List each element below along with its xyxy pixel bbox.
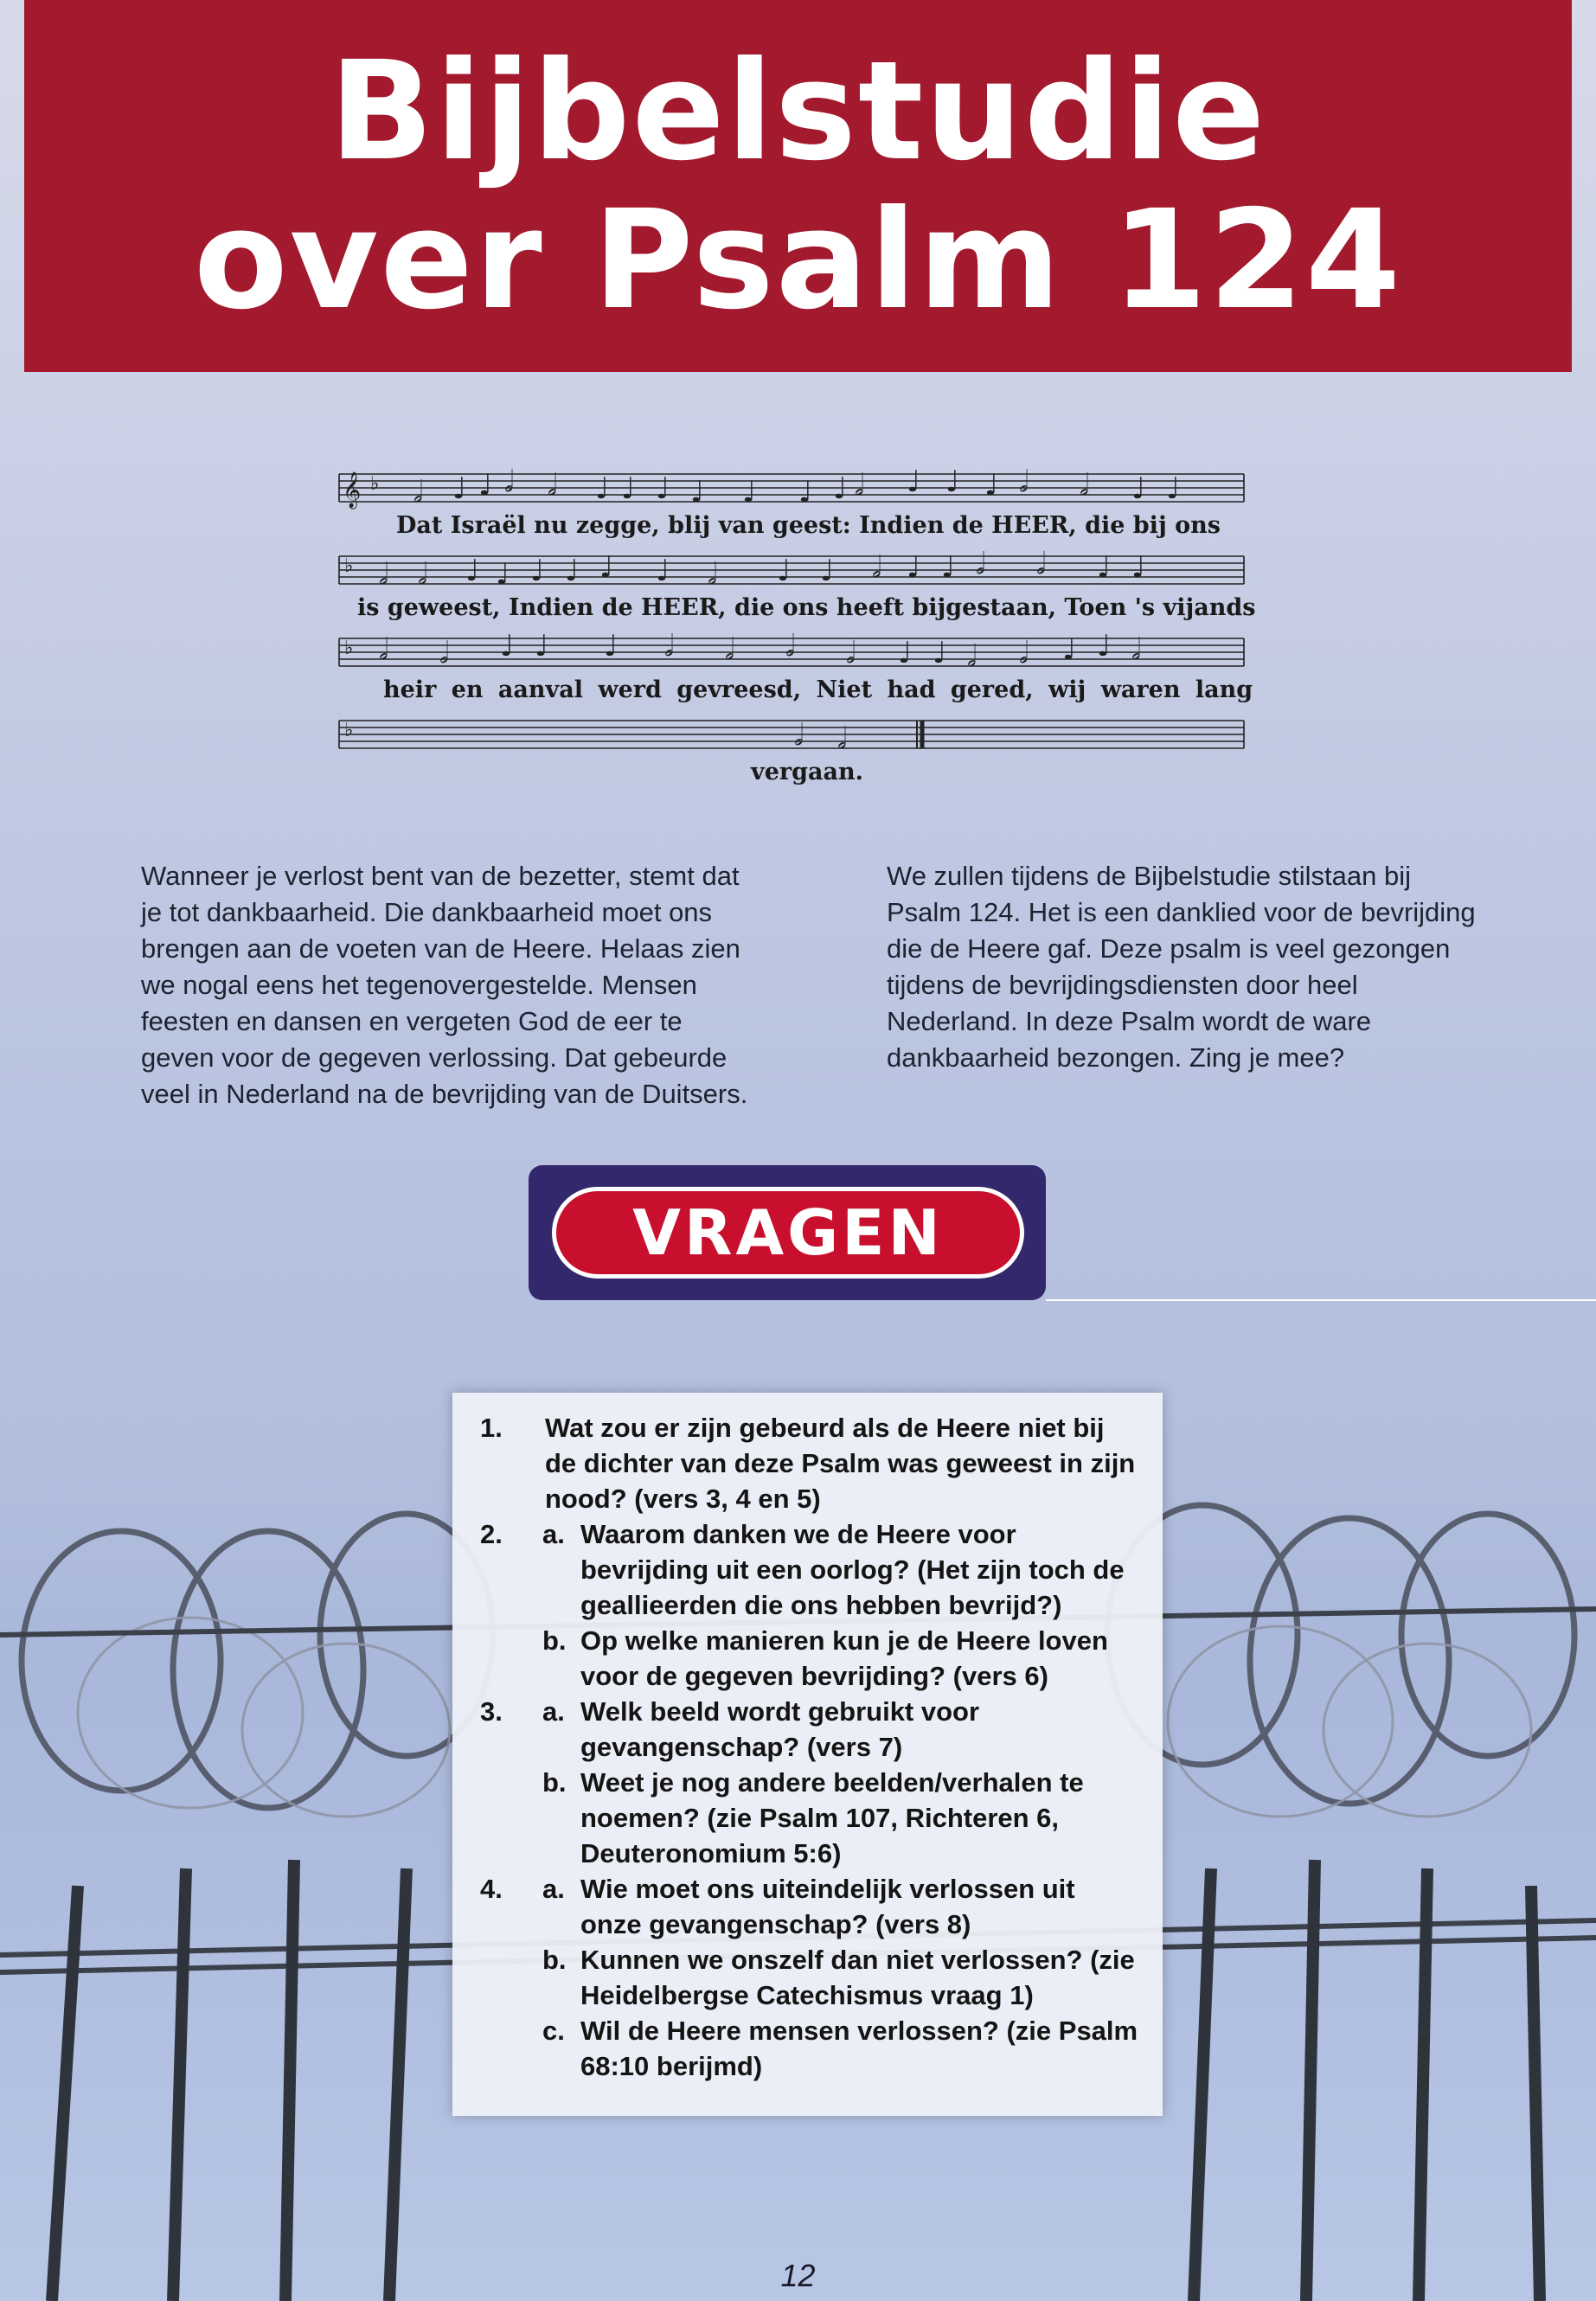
svg-text:𝅗𝅥: 𝅗𝅥 xyxy=(439,636,449,670)
score-lyric-4: vergaan. xyxy=(751,759,863,785)
staff-3 xyxy=(336,631,1248,675)
question-4 xyxy=(452,1871,1163,2096)
subquestion-text: Waarom danken we de Heere voor bevrijding uit een oorlog? (Het zijn toch de geallieerden die ons hebben bevrijd?) xyxy=(580,1519,1125,1620)
svg-text:♭: ♭ xyxy=(344,720,354,741)
subquestion-label: a. xyxy=(542,1696,565,1727)
svg-text:𝅗𝅥: 𝅗𝅥 xyxy=(725,632,734,667)
svg-text:𝅗𝅥: 𝅗𝅥 xyxy=(664,631,674,663)
svg-text:𝅗𝅥: 𝅗𝅥 xyxy=(379,632,388,667)
vragen-pill xyxy=(552,1187,1024,1279)
svg-text:𝅗𝅥: 𝅗𝅥 xyxy=(1019,636,1029,670)
vragen-label: VRAGEN xyxy=(632,1196,944,1269)
svg-text:♩: ♩ xyxy=(465,554,480,588)
svg-text:♩: ♩ xyxy=(1097,550,1112,585)
svg-text:♩: ♩ xyxy=(833,471,848,506)
svg-text:♩: ♩ xyxy=(945,467,960,499)
question-2 xyxy=(452,1516,1163,1694)
svg-text:♩: ♩ xyxy=(478,468,493,503)
svg-text:♩: ♩ xyxy=(496,557,510,592)
svg-text:𝅗𝅥: 𝅗𝅥 xyxy=(504,467,514,499)
svg-text:♩: ♩ xyxy=(898,636,913,670)
svg-text:♩: ♩ xyxy=(820,554,835,588)
svg-text:♩: ♩ xyxy=(1097,631,1112,663)
svg-text:♩: ♩ xyxy=(742,475,757,510)
svg-text:♩: ♩ xyxy=(1166,471,1181,506)
staff-2 xyxy=(336,549,1248,593)
svg-text:𝅗𝅥: 𝅗𝅥 xyxy=(855,468,864,503)
music-score xyxy=(336,467,1256,787)
subquestion-label: a. xyxy=(542,1874,565,1904)
svg-text:𝅗𝅥: 𝅗𝅥 xyxy=(967,639,977,674)
intro-right-text: We zullen tijdens de Bijbelstudie stilstaan bij Psalm 124. Het is een danklied voor de bevrijding die de Heere gaf. Deze psalm is veel gezongen tijdens de bevrijdingsdiensten door heel Nederland. In deze Psalm wordt de ware dankbaarheid bezongen. Zing je mee? xyxy=(887,861,1476,1073)
svg-text:𝅗𝅥: 𝅗𝅥 xyxy=(976,549,985,581)
svg-text:♩: ♩ xyxy=(656,471,670,506)
question-number: 4. xyxy=(480,1874,503,1904)
divider-line xyxy=(1046,1299,1596,1301)
svg-text:♩: ♩ xyxy=(984,468,999,503)
svg-text:♩: ♩ xyxy=(933,636,947,670)
svg-text:𝅗𝅥: 𝅗𝅥 xyxy=(1131,632,1141,667)
svg-text:𝅗𝅥: 𝅗𝅥 xyxy=(1036,549,1046,581)
question-number: 1. xyxy=(480,1413,503,1443)
svg-text:♩: ♩ xyxy=(595,471,610,506)
svg-text:𝅗𝅥: 𝅗𝅥 xyxy=(1080,468,1089,503)
svg-text:♩: ♩ xyxy=(656,554,670,588)
svg-text:𝅗𝅥: 𝅗𝅥 xyxy=(785,631,795,663)
svg-text:𝅗𝅥: 𝅗𝅥 xyxy=(837,721,847,756)
svg-text:♩: ♩ xyxy=(530,554,545,588)
question-1 xyxy=(452,1410,1163,1518)
subquestion-label: b. xyxy=(542,1625,567,1656)
subquestion-text: Welk beeld wordt gebruikt voor gevangenschap? (vers 7) xyxy=(580,1696,980,1762)
page-title-line-2: over Psalm 124 xyxy=(194,181,1402,340)
svg-text:♭: ♭ xyxy=(344,638,354,659)
svg-text:♩: ♩ xyxy=(500,631,515,663)
subquestion-label: a. xyxy=(542,1519,565,1549)
svg-text:♩: ♩ xyxy=(1131,471,1146,506)
svg-text:♩: ♩ xyxy=(599,550,614,585)
score-lyric-2: is geweest, Indien de HEER, die ons heeft bijgestaan, Toen 's vijands xyxy=(357,594,1256,621)
svg-text:♩: ♩ xyxy=(690,475,705,510)
svg-text:𝄞: 𝄞 xyxy=(343,472,362,508)
svg-text:♩: ♩ xyxy=(621,471,636,506)
vragen-banner xyxy=(529,1165,1046,1300)
svg-text:♩: ♩ xyxy=(777,554,792,588)
svg-text:♩: ♩ xyxy=(565,554,580,588)
question-number: 2. xyxy=(480,1519,503,1549)
svg-text:𝅗𝅥: 𝅗𝅥 xyxy=(1019,467,1029,499)
page-title-line-1: Bijbelstudie xyxy=(329,32,1267,191)
svg-text:♩: ♩ xyxy=(604,631,619,663)
svg-text:♩: ♩ xyxy=(907,550,921,585)
subquestion-text: Weet je nog andere beelden/verhalen te noemen? (zie Psalm 107, Richteren 6, Deuteronomium 5:6) xyxy=(580,1767,1084,1868)
score-lyric-3: heir en aanval werd gevreesd, Niet had gered, wij waren lang xyxy=(383,676,1253,703)
svg-text:♩: ♩ xyxy=(798,475,813,510)
svg-text:𝅗𝅥: 𝅗𝅥 xyxy=(379,557,388,592)
staff-4 xyxy=(336,714,1248,757)
svg-text:♩: ♩ xyxy=(452,471,467,506)
title-banner xyxy=(24,0,1572,372)
svg-text:𝅗𝅥: 𝅗𝅥 xyxy=(846,636,856,670)
svg-text:𝅗𝅥: 𝅗𝅥 xyxy=(548,468,557,503)
questions-panel xyxy=(452,1393,1163,2116)
svg-text:♩: ♩ xyxy=(1131,550,1146,585)
page-number: 12 xyxy=(780,2258,816,2293)
intro-left-column xyxy=(141,858,755,1112)
subquestion-text: Wie moet ons uiteindelijk verlossen uit onze gevangenschap? (vers 8) xyxy=(580,1874,1075,1939)
subquestion-label: b. xyxy=(542,1767,567,1798)
svg-text:♭: ♭ xyxy=(370,473,380,495)
subquestion-text: Wil de Heere mensen verlossen? (zie Psalm 68:10 berijmd) xyxy=(580,2016,1138,2081)
subquestion-text: Op welke manieren kun je de Heere loven voor de gegeven bevrijding? (vers 6) xyxy=(580,1625,1108,1691)
svg-text:𝅗𝅥: 𝅗𝅥 xyxy=(872,550,881,585)
svg-text:𝅗𝅥: 𝅗𝅥 xyxy=(413,475,423,510)
subquestion-text: Kunnen we onszelf dan niet verlossen? (zie Heidelbergse Catechismus vraag 1) xyxy=(580,1945,1135,2010)
svg-text:𝅗𝅥: 𝅗𝅥 xyxy=(708,557,717,592)
svg-text:♭: ♭ xyxy=(344,555,354,577)
svg-text:♩: ♩ xyxy=(941,550,956,585)
subquestion-label: c. xyxy=(542,2016,565,2046)
svg-text:♩: ♩ xyxy=(907,467,921,499)
svg-text:𝅗𝅥: 𝅗𝅥 xyxy=(418,557,427,592)
question-text: Wat zou er zijn gebeurd als de Heere niet bij de dichter van deze Psalm was geweest in zijn nood? (vers 3, 4 en 5) xyxy=(545,1413,1136,1514)
subquestion-label: b. xyxy=(542,1945,567,1975)
svg-text:♩: ♩ xyxy=(535,631,549,663)
intro-left-text: Wanneer je verlost bent van de bezetter, stemt dat je tot dankbaarheid. Die dankbaarheid moet ons brengen aan de voeten van de Heere. Helaas zien we nogal eens het tegenovergestelde. Mensen feesten en dansen en vergeten God de eer te geven voor de gegeven verlossing. Dat gebeurde veel in Nederland na de bevrijding van de Duitsers. xyxy=(141,861,748,1109)
svg-text:𝅗𝅥: 𝅗𝅥 xyxy=(794,718,804,753)
staff-1 xyxy=(336,467,1248,510)
question-number: 3. xyxy=(480,1696,503,1727)
intro-right-column xyxy=(887,858,1492,1076)
question-3 xyxy=(452,1694,1163,1871)
svg-text:♩: ♩ xyxy=(1062,632,1077,667)
score-lyric-1: Dat Israël nu zegge, blij van geest: Indien de HEER, die bij ons xyxy=(396,512,1221,539)
